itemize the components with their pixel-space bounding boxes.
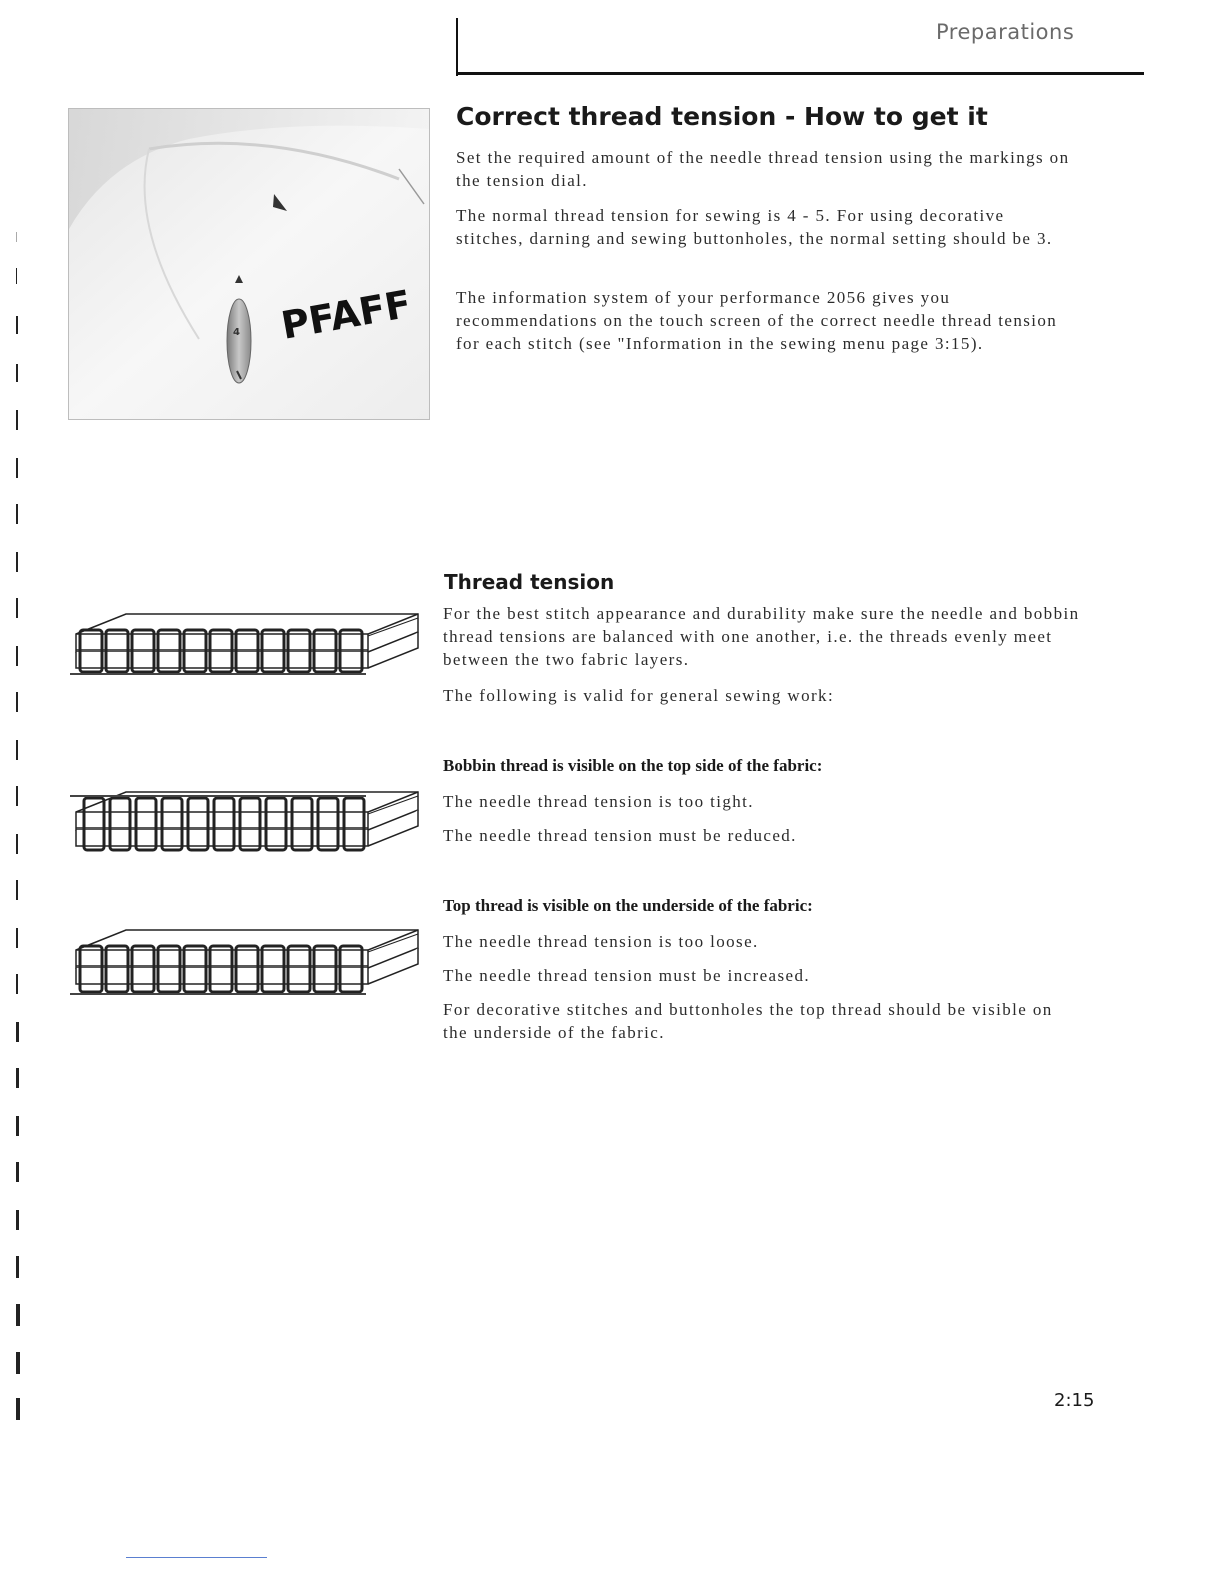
dial-marking: 4 xyxy=(233,327,240,338)
line-tension-reduce: The needle thread tension must be reduced. xyxy=(443,826,797,845)
section-title: Preparations xyxy=(936,20,1075,44)
paragraph-balanced-tension: For the best stitch appearance and durability make sure the needle and bobbin thread tensions are balanced with one another, i.e. the threads evenly meet between the two fabric layers. xyxy=(443,604,1080,669)
pfaff-logo: PFAFF xyxy=(277,281,415,348)
header-vertical-rule xyxy=(456,18,458,76)
tension-dial-illustration xyxy=(69,109,429,419)
stitch-diagram-balanced xyxy=(66,606,426,686)
paragraph-general-sewing: The following is valid for general sewing work: xyxy=(443,686,835,705)
line-tension-too-loose: The needle thread tension is too loose. xyxy=(443,932,759,951)
subheading-top-thread-visible: Top thread is visible on the underside of the fabric: xyxy=(443,896,813,915)
page-number: 2:15 xyxy=(1054,1390,1095,1411)
section-heading-correct-tension: Correct thread tension - How to get it xyxy=(456,102,988,131)
subheading-bobbin-visible: Bobbin thread is visible on the top side of the fabric: xyxy=(443,756,823,775)
line-tension-too-tight: The needle thread tension is too tight. xyxy=(443,792,754,811)
footer-rule xyxy=(126,1557,267,1558)
tension-dial-photo xyxy=(68,108,430,420)
paragraph-decorative-stitches: For decorative stitches and buttonholes the top thread should be visible on the underside of the fabric. xyxy=(443,1000,1053,1042)
stitch-diagram-too-tight xyxy=(66,784,426,864)
paragraph-information-system: The information system of your performance 2056 gives you recommendations on the touch screen of the correct needle thread tension for each stitch (see "Information in the sewing menu page 3:15). xyxy=(456,288,1058,353)
paragraph-set-tension: Set the required amount of the needle thread tension using the markings on the tension dial. xyxy=(456,148,1070,190)
paragraph-normal-tension: The normal thread tension for sewing is 4 - 5. For using decorative stitches, darning and sewing buttonholes, the normal setting should be 3. xyxy=(456,206,1053,248)
header-horizontal-rule xyxy=(456,72,1144,75)
stitch-diagram-too-loose xyxy=(66,922,426,1002)
section-heading-thread-tension: Thread tension xyxy=(444,570,615,594)
line-tension-increase: The needle thread tension must be increased. xyxy=(443,966,811,985)
